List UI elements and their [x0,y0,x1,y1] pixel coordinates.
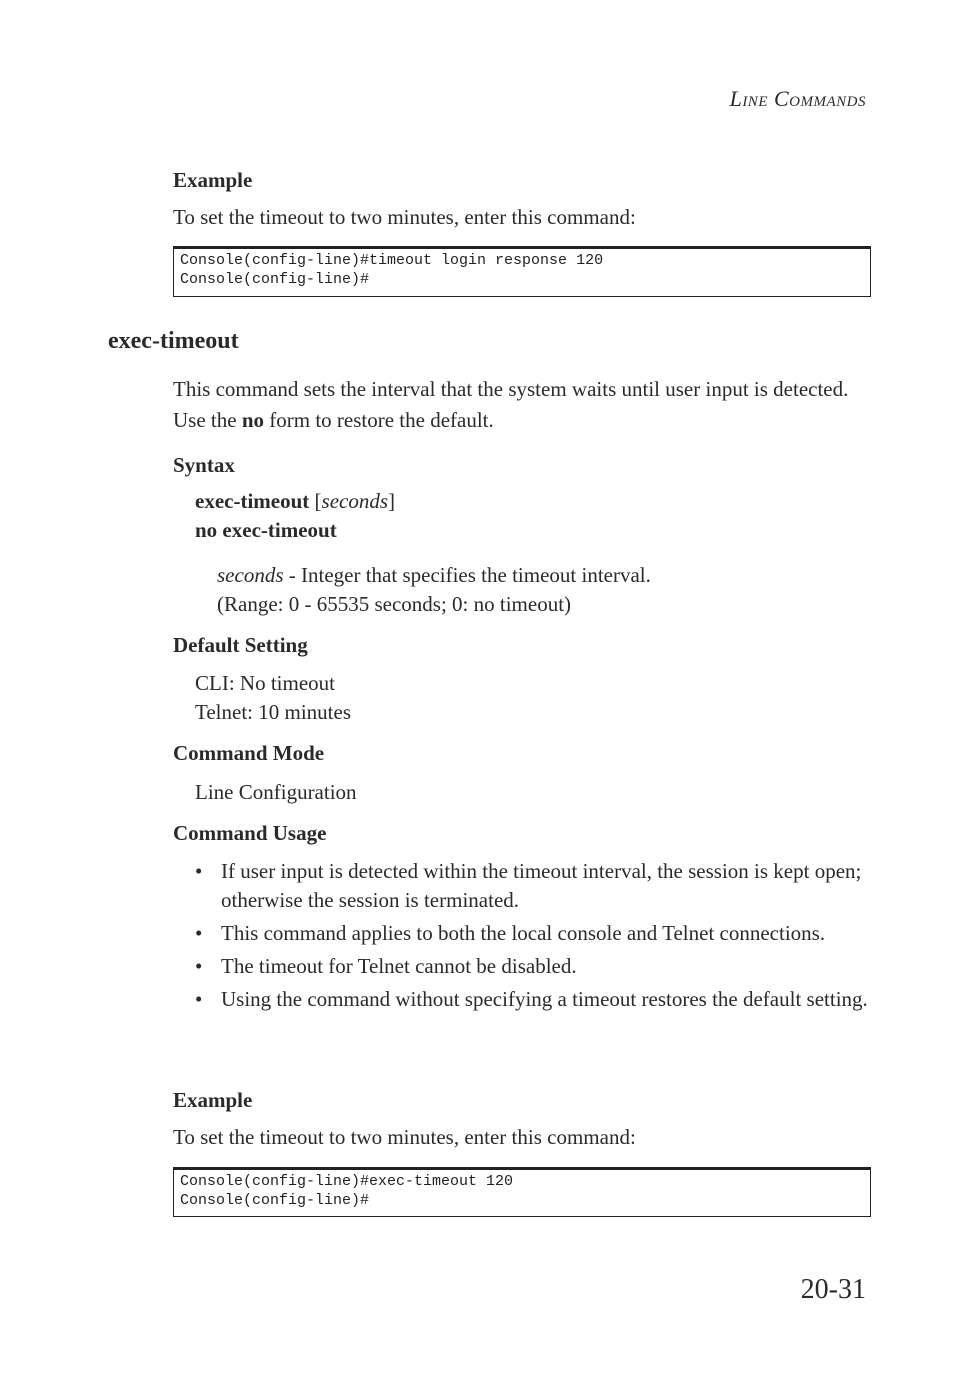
section-description [173,374,863,436]
running-head-ine: INE [742,94,768,110]
description-keyword: no [241,408,265,432]
running-head-l: L [729,86,743,111]
bracket-open: [ [309,489,322,513]
description-text: This command sets the interval that the system waits until user input is detected. Use the [173,377,849,432]
list-item-text: Using the command without specifying a timeout restores the default setting. [221,987,868,1011]
syntax-command-2 [195,518,337,543]
command-usage-heading: Command Usage [173,821,327,845]
list-item [195,985,875,1014]
default-setting-cli: CLI: No timeout [195,671,335,695]
running-head-ommands: OMMANDS [789,94,866,110]
param-name: seconds [217,563,284,587]
code-line: Console(config-line)# [180,1192,370,1209]
code-line: Console(config-line)#exec-timeout 120 [180,1173,514,1190]
default-setting-telnet: Telnet: 10 minutes [195,700,352,724]
description-text-end: form to restore the default. [264,408,494,432]
list-item-text: The timeout for Telnet cannot be disabled. [221,954,577,978]
example2-heading: Example [173,1088,253,1112]
section-title: exec-timeout [108,328,239,354]
example1-code-block [173,246,871,297]
bullet: • [195,954,203,978]
command-usage-list [195,857,875,1018]
param-desc: - Integer that specifies the timeout interval. [283,563,651,587]
bracket-close: ] [388,489,396,513]
example1-intro: To set the timeout to two minutes, enter this command: [173,205,636,229]
default-setting-heading: Default Setting [173,633,308,657]
code-line: Console(config-line)#timeout login response 120 [180,252,604,269]
running-head [730,86,866,112]
example2-intro: To set the timeout to two minutes, enter this command: [173,1125,636,1149]
list-item-text: This command applies to both the local console and Telnet connections. [221,921,826,945]
command-mode-heading: Command Mode [173,741,325,765]
syntax-param: seconds [321,489,389,513]
syntax-no-command: no exec-timeout [195,518,337,542]
syntax-command-name: exec-timeout [195,489,310,513]
list-item [195,857,875,915]
syntax-heading: Syntax [173,453,235,477]
syntax-command-1 [195,489,395,514]
example1-heading: Example [173,168,253,192]
list-item [195,919,875,948]
list-item [195,952,875,981]
bullet: • [195,859,203,883]
list-item-text: If user input is detected within the timeout interval, the session is kept open; otherwise the session is terminated. [221,859,862,912]
param-description [217,561,651,590]
bullet: • [195,921,203,945]
page-number: 20-31 [800,1274,866,1305]
command-mode-value: Line Configuration [195,780,357,804]
code-line: Console(config-line)# [180,271,370,288]
param-range: (Range: 0 - 65535 seconds; 0: no timeout) [217,592,572,616]
bullet: • [195,987,203,1011]
example2-code-block [173,1167,871,1217]
running-head-c: C [773,86,790,111]
